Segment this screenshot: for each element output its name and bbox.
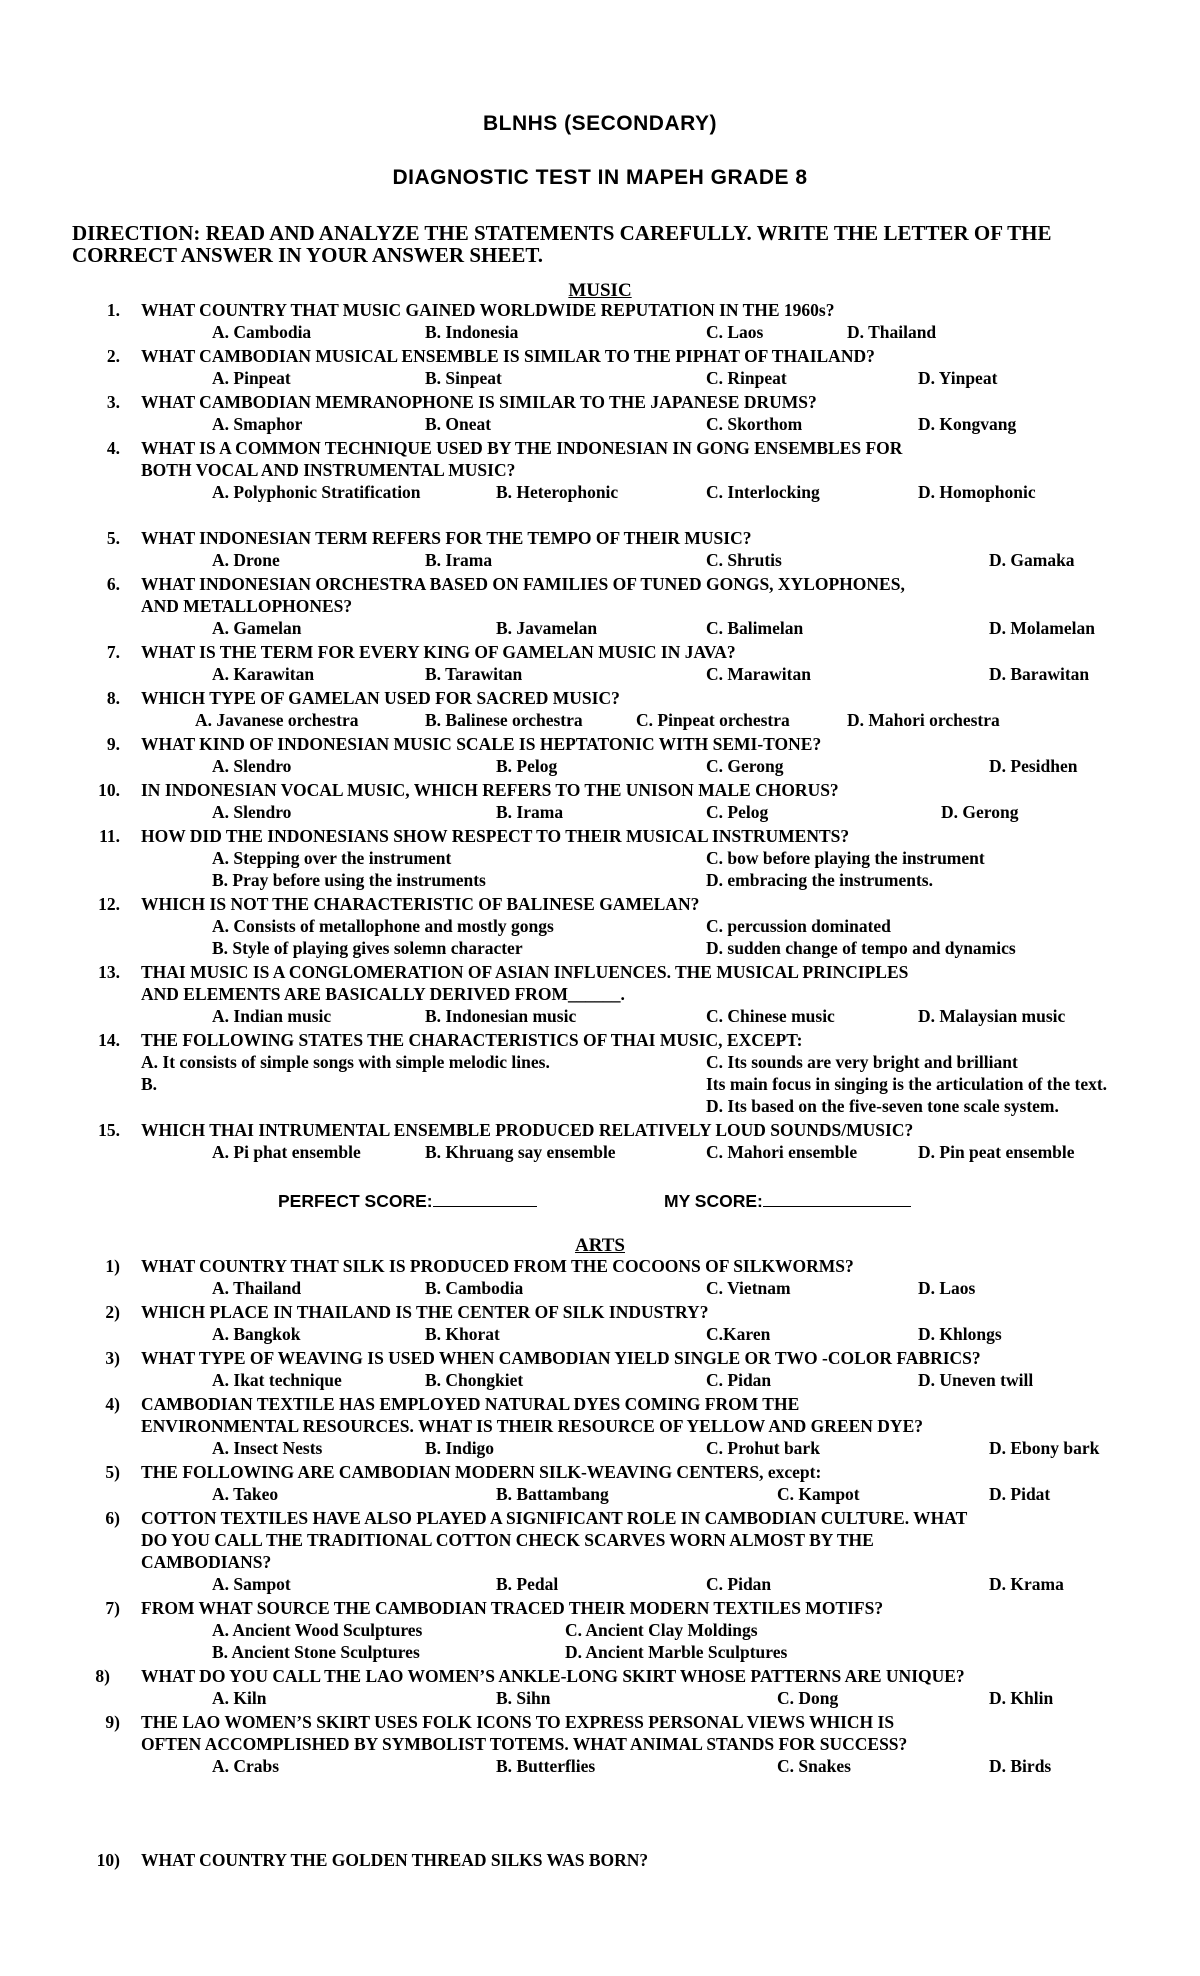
answer-option: D. Yinpeat	[918, 368, 998, 388]
directions: DIRECTION: READ AND ANALYZE THE STATEMENTS CAREFULLY. WRITE THE LETTER OF THE CORRECT ANSWER IN YOUR ANSWER SHEET.	[72, 221, 1052, 267]
answer-option: D. Gerong	[941, 802, 1019, 822]
answer-option: B. Style of playing gives solemn character	[212, 938, 523, 958]
answer-option: C. Pinpeat orchestra	[636, 710, 790, 730]
answer-option: A. Kiln	[212, 1688, 267, 1708]
perfect-score-label: PERFECT SCORE:	[278, 1191, 433, 1211]
question-number: 10)	[96, 1850, 120, 1870]
question-number: 8)	[95, 1666, 110, 1686]
answer-option: B. Pray before using the instruments	[212, 870, 486, 890]
answer-option: C. Ancient Clay Moldings	[565, 1620, 758, 1640]
question-text: WHAT COUNTRY THAT SILK IS PRODUCED FROM THE COCOONS OF SILKWORMS?	[141, 1256, 854, 1276]
answer-option: A. Ikat technique	[212, 1370, 342, 1390]
answer-option: D. Pesidhen	[989, 756, 1078, 776]
question-number: 3.	[106, 392, 120, 412]
answer-option: C. Pelog	[706, 802, 769, 822]
answer-option: D. Mahori orchestra	[847, 710, 1000, 730]
answer-option: C. Laos	[706, 322, 764, 342]
question-number: 9)	[105, 1712, 120, 1732]
answer-option: A. Cambodia	[212, 322, 312, 342]
answer-option: D. Gamaka	[989, 550, 1075, 570]
question-text: THAI MUSIC IS A CONGLOMERATION OF ASIAN INFLUENCES. THE MUSICAL PRINCIPLES	[141, 962, 909, 982]
answer-option: A. Polyphonic Stratification	[212, 482, 421, 502]
question-text: WHAT TYPE OF WEAVING IS USED WHEN CAMBODIAN YIELD SINGLE OR TWO -COLOR FABRICS?	[141, 1348, 981, 1368]
answer-option: C. Snakes	[777, 1756, 851, 1776]
question-number: 14.	[98, 1030, 120, 1050]
question-number: 15.	[98, 1120, 120, 1140]
question-number: 3)	[105, 1348, 120, 1368]
answer-option: C. Vietnam	[706, 1278, 791, 1298]
answer-option: A. Pinpeat	[212, 368, 291, 388]
my-score-blank	[763, 1192, 911, 1207]
music-heading: MUSIC	[568, 280, 632, 301]
perfect-score-blank	[433, 1192, 537, 1207]
answer-option: B. Khruang say ensemble	[425, 1142, 616, 1162]
answer-option: A. Insect Nests	[212, 1438, 323, 1458]
question-number: 9.	[106, 734, 120, 754]
answer-option: A. Bangkok	[212, 1324, 301, 1344]
answer-option: D. Uneven twill	[918, 1370, 1034, 1390]
question-text: CAMBODIAN TEXTILE HAS EMPLOYED NATURAL DYES COMING FROM THE	[141, 1394, 800, 1414]
answer-option: D. Molamelan	[989, 618, 1095, 638]
my-score-label: MY SCORE:	[664, 1191, 763, 1211]
my-score	[664, 1191, 911, 1212]
answer-option: B. Irama	[425, 550, 493, 570]
question-text: THE FOLLOWING STATES THE CHARACTERISTICS OF THAI MUSIC, EXCEPT:	[141, 1030, 803, 1050]
answer-option: B. Javamelan	[496, 618, 598, 638]
answer-option: D. Laos	[918, 1278, 976, 1298]
answer-option: D. Ebony bark	[989, 1438, 1100, 1458]
answer-option: C. Rinpeat	[706, 368, 787, 388]
answer-option: C. Skorthom	[706, 414, 803, 434]
question-text: OFTEN ACCOMPLISHED BY SYMBOLIST TOTEMS. WHAT ANIMAL STANDS FOR SUCCESS?	[141, 1734, 908, 1754]
question-text: AND ELEMENTS ARE BASICALLY DERIVED FROM______.	[141, 984, 625, 1004]
answer-option: D. Barawitan	[989, 664, 1090, 684]
question-text: WHAT CAMBODIAN MUSICAL ENSEMBLE IS SIMILAR TO THE PIPHAT OF THAILAND?	[141, 346, 875, 366]
question-number: 1)	[105, 1256, 120, 1276]
answer-option: A. Consists of metallophone and mostly gongs	[212, 916, 554, 936]
question-number: 7.	[106, 642, 120, 662]
answer-option: B. Indonesian music	[425, 1006, 577, 1026]
answer-option: C. Marawitan	[706, 664, 811, 684]
answer-option: D. Homophonic	[918, 482, 1036, 502]
answer-option: B. Heterophonic	[496, 482, 619, 502]
answer-option: A. Sampot	[212, 1574, 291, 1594]
answer-option: C. Chinese music	[706, 1006, 835, 1026]
answer-option: Its main focus in singing is the articulation of the text.	[706, 1074, 1108, 1094]
question-text: ENVIRONMENTAL RESOURCES. WHAT IS THEIR RESOURCE OF YELLOW AND GREEN DYE?	[141, 1416, 923, 1436]
question-number: 12.	[98, 894, 120, 914]
answer-option: D. Krama	[989, 1574, 1064, 1594]
school-name: BLNHS (SECONDARY)	[482, 112, 718, 135]
answer-option: A. Gamelan	[212, 618, 302, 638]
answer-option: C. percussion dominated	[706, 916, 891, 936]
answer-option: C. Prohut bark	[706, 1438, 820, 1458]
answer-option: B. Oneat	[425, 414, 492, 434]
question-text: CAMBODIANS?	[141, 1552, 272, 1572]
answer-option: A. Slendro	[212, 756, 292, 776]
answer-option: B. Indonesia	[425, 322, 519, 342]
question-text: WHAT IS A COMMON TECHNIQUE USED BY THE INDONESIAN IN GONG ENSEMBLES FOR	[141, 438, 903, 458]
question-text: IN INDONESIAN VOCAL MUSIC, WHICH REFERS TO THE UNISON MALE CHORUS?	[141, 780, 839, 800]
answer-option: D. Pidat	[989, 1484, 1051, 1504]
question-number: 8.	[106, 688, 120, 708]
question-text: WHAT COUNTRY THAT MUSIC GAINED WORLDWIDE REPUTATION IN THE 1960s?	[141, 300, 835, 320]
answer-option: B. Chongkiet	[425, 1370, 524, 1390]
answer-option: B. Pelog	[496, 756, 558, 776]
answer-option: C. bow before playing the instrument	[706, 848, 985, 868]
answer-option: A. Stepping over the instrument	[212, 848, 452, 868]
question-number: 10.	[98, 780, 120, 800]
answer-option: B. Irama	[496, 802, 564, 822]
question-number: 13.	[98, 962, 120, 982]
arts-heading: ARTS	[574, 1235, 625, 1256]
question-number: 1.	[106, 300, 120, 320]
answer-option: D. Khlin	[989, 1688, 1054, 1708]
answer-option: C. Interlocking	[706, 482, 820, 502]
answer-option: C. Dong	[777, 1688, 839, 1708]
question-number: 11.	[99, 826, 120, 846]
question-text: THE LAO WOMEN’S SKIRT USES FOLK ICONS TO EXPRESS PERSONAL VIEWS WHICH IS	[141, 1712, 895, 1732]
answer-option: C. Balimelan	[706, 618, 804, 638]
answer-option: D. Kongvang	[918, 414, 1017, 434]
answer-option: D. Ancient Marble Sculptures	[565, 1642, 788, 1662]
answer-option: A. Drone	[212, 550, 280, 570]
question-text: WHAT COUNTRY THE GOLDEN THREAD SILKS WAS BORN?	[141, 1850, 649, 1870]
question-text: WHAT INDONESIAN TERM REFERS FOR THE TEMPO OF THEIR MUSIC?	[141, 528, 752, 548]
answer-option: B. Tarawitan	[425, 664, 523, 684]
answer-option: B. Cambodia	[425, 1278, 524, 1298]
question-number: 5.	[106, 528, 120, 548]
answer-option: B. Sinpeat	[425, 368, 502, 388]
question-number: 6)	[105, 1508, 120, 1528]
question-text: WHAT INDONESIAN ORCHESTRA BASED ON FAMILIES OF TUNED GONGS, XYLOPHONES,	[141, 574, 905, 594]
question-number: 2)	[105, 1302, 120, 1322]
answer-option: C. Kampot	[777, 1484, 860, 1504]
answer-option: A. Slendro	[212, 802, 292, 822]
question-number: 4)	[105, 1394, 120, 1414]
question-text: WHAT KIND OF INDONESIAN MUSIC SCALE IS HEPTATONIC WITH SEMI-TONE?	[141, 734, 822, 754]
answer-option: C. Gerong	[706, 756, 784, 776]
answer-option: B. Battambang	[496, 1484, 609, 1504]
answer-option: B. Butterflies	[496, 1756, 596, 1776]
answer-option: D. embracing the instruments.	[706, 870, 933, 890]
question-text: HOW DID THE INDONESIANS SHOW RESPECT TO THEIR MUSICAL INSTRUMENTS?	[141, 826, 850, 846]
answer-option: D. Malaysian music	[918, 1006, 1066, 1026]
answer-option: C.Karen	[706, 1324, 771, 1344]
question-text: DO YOU CALL THE TRADITIONAL COTTON CHECK SCARVES WORN ALMOST BY THE	[141, 1530, 874, 1550]
answer-option: A. Smaphor	[212, 414, 303, 434]
answer-option: D. Birds	[989, 1756, 1052, 1776]
answer-option: A. Indian music	[212, 1006, 332, 1026]
question-text: COTTON TEXTILES HAVE ALSO PLAYED A SIGNIFICANT ROLE IN CAMBODIAN CULTURE. WHAT	[141, 1508, 968, 1528]
answer-option: A. It consists of simple songs with simple melodic lines.	[141, 1052, 550, 1072]
answer-option: D. sudden change of tempo and dynamics	[706, 938, 1016, 958]
answer-option: C. Pidan	[706, 1370, 772, 1390]
question-text: BOTH VOCAL AND INSTRUMENTAL MUSIC?	[141, 460, 516, 480]
answer-option: C. Shrutis	[706, 550, 782, 570]
answer-option: B. Sihn	[496, 1688, 551, 1708]
answer-option: B. Khorat	[425, 1324, 500, 1344]
answer-option: A. Pi phat ensemble	[212, 1142, 361, 1162]
answer-option: A. Javanese orchestra	[195, 710, 359, 730]
answer-option: A. Crabs	[212, 1756, 280, 1776]
question-number: 4.	[106, 438, 120, 458]
question-text: WHAT IS THE TERM FOR EVERY KING OF GAMELAN MUSIC IN JAVA?	[141, 642, 736, 662]
question-text: FROM WHAT SOURCE THE CAMBODIAN TRACED THEIR MODERN TEXTILES MOTIFS?	[141, 1598, 884, 1618]
answer-option: D. Khlongs	[918, 1324, 1002, 1344]
answer-option: B.	[141, 1074, 158, 1094]
answer-option: C. Pidan	[706, 1574, 772, 1594]
answer-option: B. Ancient Stone Sculptures	[212, 1642, 420, 1662]
answer-option: C. Its sounds are very bright and brilliant	[706, 1052, 1018, 1072]
perfect-score	[278, 1191, 537, 1212]
answer-option: B. Indigo	[425, 1438, 495, 1458]
question-text: WHICH TYPE OF GAMELAN USED FOR SACRED MUSIC?	[141, 688, 620, 708]
question-number: 7)	[105, 1598, 120, 1618]
question-text: WHAT CAMBODIAN MEMRANOPHONE IS SIMILAR TO THE JAPANESE DRUMS?	[141, 392, 817, 412]
answer-option: A. Ancient Wood Sculptures	[212, 1620, 423, 1640]
question-number: 5)	[105, 1462, 120, 1482]
answer-option: B. Pedal	[496, 1574, 559, 1594]
question-text: WHICH IS NOT THE CHARACTERISTIC OF BALINESE GAMELAN?	[141, 894, 700, 914]
answer-option: D. Its based on the five-seven tone scale system.	[706, 1096, 1059, 1116]
question-text: AND METALLOPHONES?	[141, 596, 353, 616]
question-text: WHICH THAI INTRUMENTAL ENSEMBLE PRODUCED RELATIVELY LOUD SOUNDS/MUSIC?	[141, 1120, 914, 1140]
answer-option: A. Karawitan	[212, 664, 315, 684]
question-text: WHICH PLACE IN THAILAND IS THE CENTER OF SILK INDUSTRY?	[141, 1302, 709, 1322]
question-number: 6.	[106, 574, 120, 594]
question-number: 2.	[106, 346, 120, 366]
question-text: THE FOLLOWING ARE CAMBODIAN MODERN SILK-WEAVING CENTERS, except:	[141, 1462, 822, 1482]
answer-option: C. Mahori ensemble	[706, 1142, 858, 1162]
answer-option: B. Balinese orchestra	[425, 710, 583, 730]
test-title: DIAGNOSTIC TEST IN MAPEH GRADE 8	[392, 166, 808, 189]
answer-option: A. Takeo	[212, 1484, 279, 1504]
answer-option: D. Pin peat ensemble	[918, 1142, 1075, 1162]
question-text: WHAT DO YOU CALL THE LAO WOMEN’S ANKLE-LONG SKIRT WHOSE PATTERNS ARE UNIQUE?	[141, 1666, 965, 1686]
answer-option: D. Thailand	[847, 322, 937, 342]
answer-option: A. Thailand	[212, 1278, 302, 1298]
